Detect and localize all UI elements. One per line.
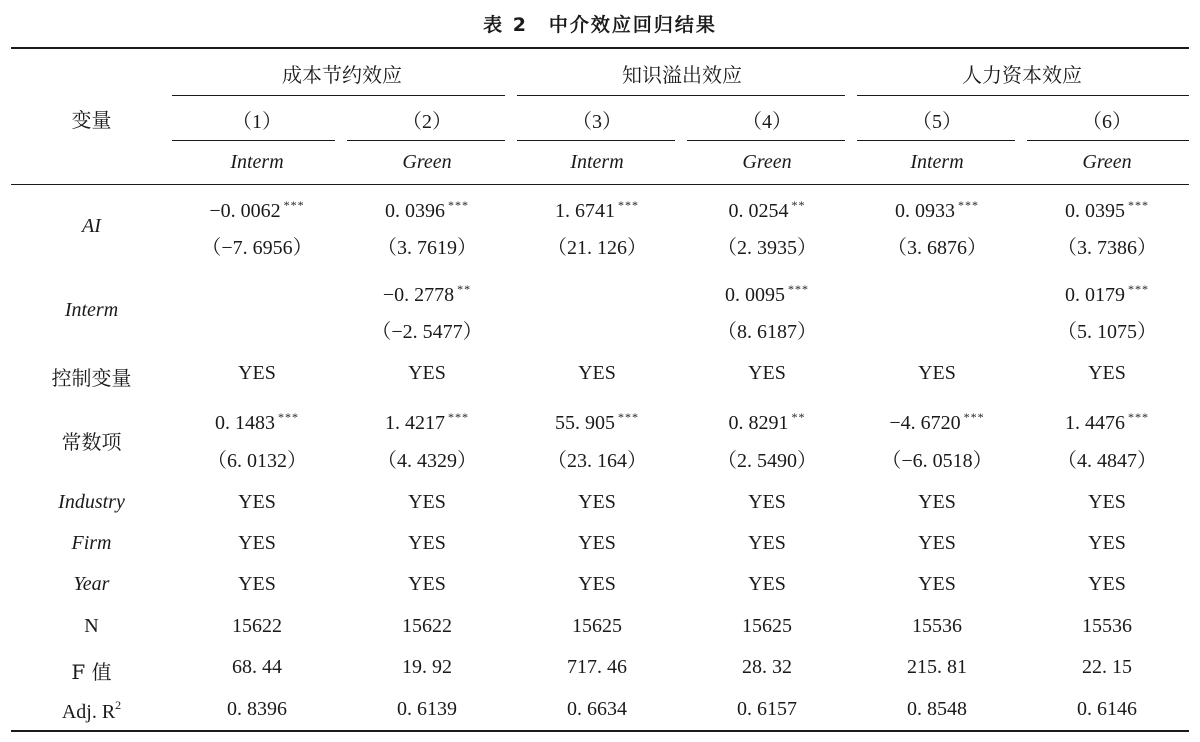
column-number: （6） — [1082, 111, 1132, 133]
table-cell: YES — [918, 491, 956, 513]
t-statistic: （4. 4847） — [1057, 450, 1157, 472]
table-cell: YES — [1088, 491, 1126, 513]
coefficient: 1. 6741 *** — [555, 198, 639, 222]
row-label-n: N — [84, 615, 99, 637]
t-statistic: （3. 7619） — [377, 237, 477, 259]
table-cell: YES — [408, 573, 446, 595]
table-cell: 28. 32 — [742, 656, 792, 678]
table-cell: 15536 — [912, 615, 962, 637]
significance-stars: *** — [1128, 410, 1149, 424]
significance-stars: *** — [788, 282, 809, 296]
coefficient: 0. 0396 *** — [385, 198, 469, 222]
coefficient: 1. 4476 *** — [1065, 410, 1149, 434]
table-cell: 0. 6146 — [1077, 698, 1137, 720]
significance-stars: *** — [448, 410, 469, 424]
table-cell: 0. 6157 — [737, 698, 797, 720]
significance-stars: *** — [958, 198, 979, 212]
table-cell: YES — [408, 362, 446, 384]
dependent-variable: Interm — [570, 151, 624, 173]
coefficient: −4. 6720 *** — [889, 410, 985, 434]
table-cell: 22. 15 — [1082, 656, 1132, 678]
table-cell: YES — [748, 491, 786, 513]
t-statistic: （3. 7386） — [1057, 237, 1157, 259]
row-label-industry: Industry — [58, 491, 125, 513]
row-label-adj-r2: Adj. $R^2$ — [61, 698, 122, 723]
table-cell: 0. 8396 — [227, 698, 287, 720]
dependent-variable: Green — [1082, 151, 1132, 173]
coefficient: 1. 4217 *** — [385, 410, 469, 434]
table-cell: YES — [578, 573, 616, 595]
header-rule — [11, 184, 1189, 185]
t-statistic: （2. 3935） — [717, 237, 817, 259]
table-cell: YES — [238, 573, 276, 595]
group-2-rule — [517, 95, 845, 96]
top-rule — [11, 47, 1189, 49]
column-number: （3） — [572, 111, 622, 133]
coefficient: 0. 0933 *** — [895, 198, 979, 222]
significance-stars: ** — [457, 282, 472, 296]
t-statistic: （6. 0132） — [207, 450, 307, 472]
col-3-rule — [517, 140, 675, 141]
dependent-variable: Green — [402, 151, 452, 173]
t-statistic: （8. 6187） — [717, 321, 817, 343]
significance-stars: *** — [618, 410, 639, 424]
table-cell: YES — [748, 532, 786, 554]
table-cell: YES — [1088, 362, 1126, 384]
row-label-firm: Firm — [71, 532, 112, 554]
table-cell: YES — [918, 573, 956, 595]
group-1-rule — [172, 95, 505, 96]
significance-stars: ** — [791, 410, 806, 424]
coefficient: 0. 1483 *** — [215, 410, 299, 434]
table-cell: YES — [238, 362, 276, 384]
table-cell: 15536 — [1082, 615, 1132, 637]
column-number: （1） — [232, 111, 282, 133]
significance-stars: *** — [283, 198, 305, 212]
table-cell: 0. 6139 — [397, 698, 457, 720]
coefficient: −0. 0062 *** — [209, 198, 305, 222]
table-cell: 15622 — [402, 615, 452, 637]
significance-stars: ** — [791, 198, 806, 212]
significance-stars: *** — [618, 198, 639, 212]
row-label-controls: 控制变量 — [51, 366, 132, 390]
t-statistic: （21. 126） — [547, 237, 647, 259]
t-statistic: （4. 4329） — [377, 450, 477, 472]
col-1-rule — [172, 140, 335, 141]
table-cell: 19. 92 — [402, 656, 452, 678]
t-statistic: （3. 6876） — [887, 237, 987, 259]
col-4-rule — [687, 140, 845, 141]
table-cell: YES — [238, 491, 276, 513]
t-statistic: （−7. 6956） — [201, 237, 313, 259]
row-label-f-value: F 值 — [71, 660, 112, 684]
dependent-variable: Interm — [910, 151, 964, 173]
column-number: （5） — [912, 111, 962, 133]
t-statistic: （5. 1075） — [1057, 321, 1157, 343]
table-cell: YES — [918, 532, 956, 554]
table-cell: YES — [748, 573, 786, 595]
col-6-rule — [1027, 140, 1189, 141]
table-cell: 15625 — [742, 615, 792, 637]
coefficient: 0. 0095 *** — [725, 282, 809, 306]
row-label-ai: AI — [82, 215, 101, 237]
column-number: （4） — [742, 111, 792, 133]
table-cell: YES — [408, 532, 446, 554]
coefficient: 0. 0395 *** — [1065, 198, 1149, 222]
column-number: （2） — [402, 111, 452, 133]
coefficient: 0. 8291 ** — [728, 410, 806, 434]
table-cell: YES — [578, 362, 616, 384]
t-statistic: （23. 164） — [547, 450, 647, 472]
variable-header: 变量 — [71, 108, 112, 132]
table-cell: YES — [748, 362, 786, 384]
significance-stars: *** — [1128, 282, 1149, 296]
t-statistic: （2. 5490） — [717, 450, 817, 472]
significance-stars: *** — [448, 198, 469, 212]
col-5-rule — [857, 140, 1015, 141]
table-cell: 0. 6634 — [567, 698, 627, 720]
table-cell: 0. 8548 — [907, 698, 967, 720]
significance-stars: *** — [278, 410, 299, 424]
group-3-rule — [857, 95, 1189, 96]
table-cell: 15622 — [232, 615, 282, 637]
t-statistic: （−6. 0518） — [881, 450, 993, 472]
table-title: 表 2 中介效应回归结果 — [483, 14, 717, 36]
table-cell: YES — [578, 491, 616, 513]
row-label-constant: 常数项 — [61, 430, 122, 454]
dependent-variable: Green — [742, 151, 792, 173]
table-cell: 717. 46 — [567, 656, 627, 678]
table-cell: YES — [1088, 573, 1126, 595]
bottom-rule — [11, 730, 1189, 732]
coefficient: 0. 0179 *** — [1065, 282, 1149, 306]
table-cell: YES — [918, 362, 956, 384]
significance-stars: *** — [1128, 198, 1149, 212]
t-statistic: （−2. 5477） — [371, 321, 483, 343]
dependent-variable: Interm — [230, 151, 284, 173]
table-cell: 215. 81 — [907, 656, 967, 678]
significance-stars: *** — [963, 410, 985, 424]
coefficient: 55. 905 *** — [555, 410, 639, 434]
row-label-year: Year — [73, 573, 110, 595]
group-header-knowledge: 知识溢出效应 — [622, 63, 742, 87]
table-cell: YES — [1088, 532, 1126, 554]
table-cell: YES — [408, 491, 446, 513]
group-header-human-capital: 人力资本效应 — [962, 63, 1082, 87]
table-cell: YES — [238, 532, 276, 554]
col-2-rule — [347, 140, 505, 141]
table-cell: YES — [578, 532, 616, 554]
table-cell: 68. 44 — [232, 656, 282, 678]
coefficient: 0. 0254 ** — [728, 198, 806, 222]
row-label-interm: Interm — [64, 299, 119, 321]
group-header-cost: 成本节约效应 — [282, 63, 402, 87]
table-cell: 15625 — [572, 615, 622, 637]
coefficient: −0. 2778 ** — [382, 282, 472, 306]
